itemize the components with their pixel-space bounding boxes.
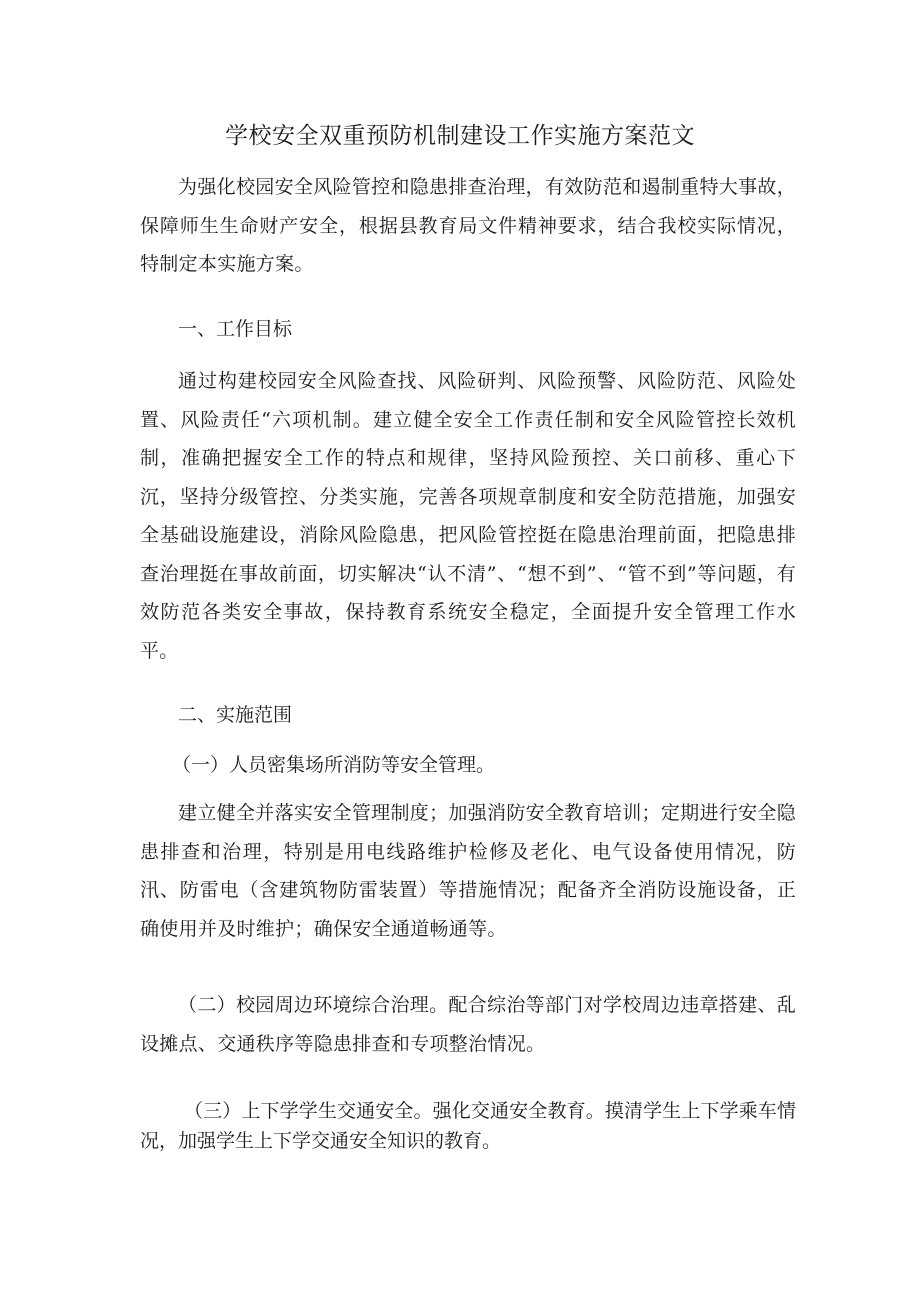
section-1-body: 通过构建校园安全风险查找、风险研判、风险预警、风险防范、风险处置、风险责任“六项机制。建立健全安全工作责任制和安全风险管控长效机制，准确把握安全工作的特点和规律，坚持风险预控、关口前移、重心下沉，坚持分级管控、分类实施，完善各项规章制度和安全防范措施，加强安全基础设施建设，消除风险隐患，把风险管控挺在隐患治理前面，把隐患排查治理挺在事故前面，切实解决“认不清”、“想不到”、“管不到”等问题，有效防范各类安全事故，保持教育系统安全稳定，全面提升安全管理工作水平。 [140,370,796,662]
section-2-heading: 二、实施范围 [178,704,293,726]
section-1-heading: 一、工作目标 [178,318,293,340]
section-2-item-2: （二）校园周边环境综合治理。配合综治等部门对学校周边违章搭建、乱设摊点、交通秩序等隐患排查和专项整治情况。 [140,994,796,1055]
section-2-item-3: （三）上下学学生交通安全。强化交通安全教育。摸清学生上下学乘车情况，加强学生上下学交通安全知识的教育。 [140,1100,796,1152]
document-title: 学校安全双重预防机制建设工作实施方案范文 [225,123,695,149]
section-2-item-1-body: 建立健全并落实安全管理制度；加强消防安全教育培训；定期进行安全隐患排查和治理，特别是用电线路维护检修及老化、电气设备使用情况，防汛、防雷电（含建筑物防雷装置）等措施情况；配备齐全消防设施设备，正确使用并及时维护；确保安全通道畅通等。 [140,802,796,940]
section-2-item-1-heading: （一）人员密集场所消防等安全管理。 [172,754,496,776]
intro-paragraph: 为强化校园安全风险管控和隐患排查治理，有效防范和遏制重特大事故，保障师生生命财产安全，根据县教育局文件精神要求，结合我校实际情况，特制定本实施方案。 [140,176,796,275]
